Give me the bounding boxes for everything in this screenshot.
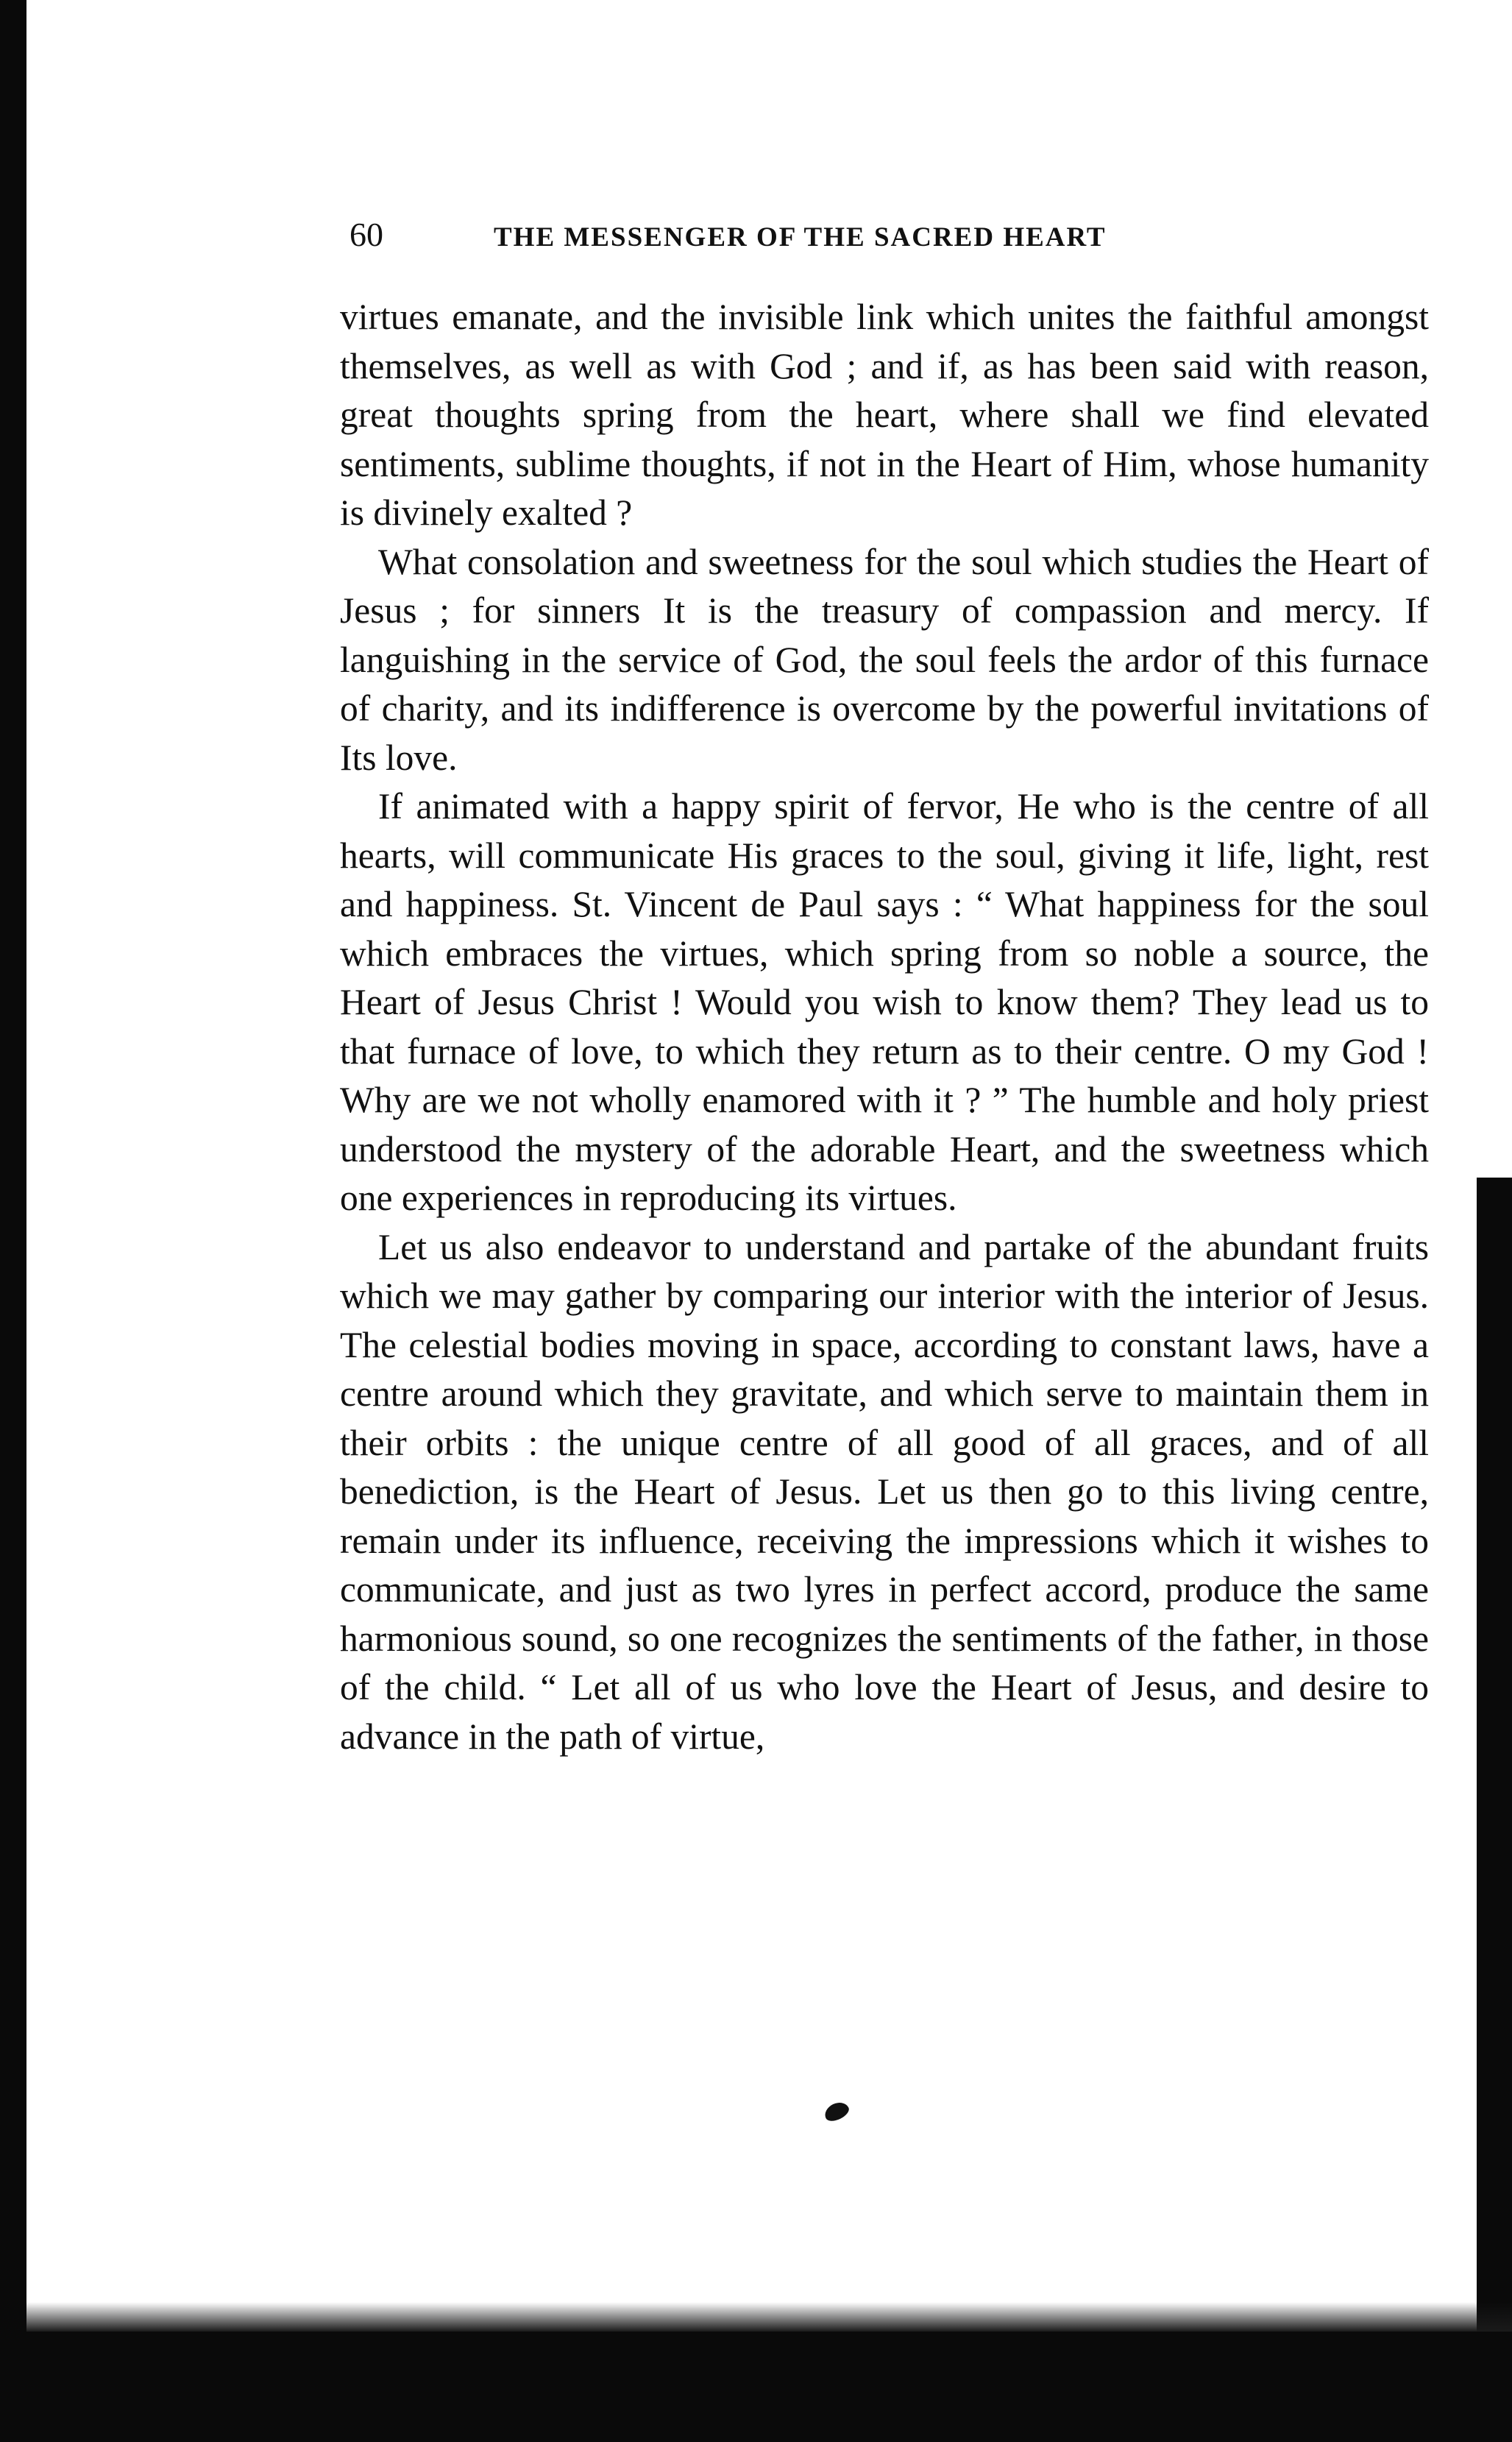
scan-left-edge [0, 0, 26, 2442]
body-text [340, 293, 1429, 1761]
paragraph: Let us also endeavor to understand and partake of the abundant fruits which we may gather by comparing our interior with the interior of Jesus. The celestial bodies moving in space, according to constant laws, have a centre around which they gravitate, and which serve to maintain them in their orbits : the unique centre of all good of all graces, and of all benediction, is the Heart of Jesus. Let us then go to this living centre, remain under its influence, receiving the impressions which it wishes to communicate, and just as two lyres in perfect accord, produce the same harmonious sound, so one recognizes the sentiments of the father, in those of the child. “ Let all of us who love the Heart of Jesus, and desire to advance in the path of virtue, [340, 1226, 1429, 1757]
paragraph: virtues emanate, and the invisible link which unites the faithful amongst themselves, as well as with God ; and if, as has been said with reason, great thoughts spring from the heart, where shall we find elevated sentiments, sublime thoughts, if not in the Heart of Him, whose humanity is divinely exalted ? [340, 297, 1429, 533]
ink-mark [822, 2099, 851, 2124]
page-number: 60 [349, 216, 383, 253]
scan-right-edge [1477, 1178, 1512, 2442]
page-header [349, 215, 1328, 259]
running-head: THE MESSENGER OF THE SACRED HEART [494, 222, 1107, 252]
scan-bottom-shadow [26, 2302, 1512, 2332]
paragraph: What consolation and sweetness for the soul which studies the Heart of Jesus ; for sinners It is the treasury of compassion and mercy. If languishing in the service of God, the soul feels the ardor of this furnace of charity, and its indifference is overcome by the powerful invitations of Its love. [340, 541, 1429, 778]
paragraph: If animated with a happy spirit of fervor, He who is the centre of all hearts, will communicate His graces to the soul, giving it life, light, rest and happiness. St. Vincent de Paul says : “ What happiness for the soul which embraces the virtues, which spring from so noble a source, the Heart of Jesus Christ ! Would you wish to know them? They lead us to that furnace of love, to which they return as to their centre. O my God ! Why are we not wholly enamored with it ? ” The humble and holy priest understood the mystery of the adorable Heart, and the sweetness which one experiences in reproducing its virtues. [340, 786, 1429, 1218]
scan-bottom-edge [0, 2332, 1512, 2442]
